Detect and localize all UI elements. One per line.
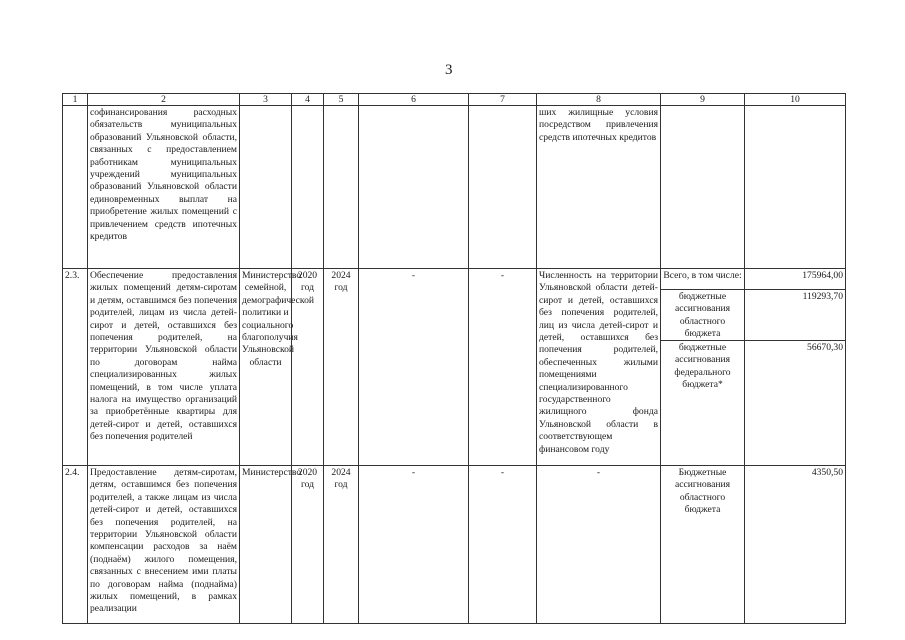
activity-description: Обеспечение предоставления жилых помещений детям-сиротам и детям, оставшимся без попечения родителей, лицам из числа детей-сирот и детей, оставшихся без попечения родителей, на территории Ульяновской области по договорам найма специализированных жилых помещений, в том числе уплата налога на имущество организаций за приобретённые квартиры для детей-сирот и детей, оставшихся без попечения родителей	[88, 269, 240, 466]
header-cell: 9	[661, 94, 745, 106]
indicator-description: -	[537, 466, 661, 624]
header-cell: 1	[63, 94, 88, 106]
end-year: 2024 год	[324, 269, 359, 466]
funding-source-total: Всего, в том числе:	[663, 270, 742, 281]
header-row	[63, 94, 846, 106]
funding-sources: Бюджетные ассигнования областного бюджета	[661, 466, 745, 624]
row-number: 2.3.	[63, 269, 88, 466]
amount-federal: 56670,30	[745, 340, 845, 355]
executor: Министерство	[240, 466, 292, 624]
funding-source-regional: бюджетные ассигнования областного бюджета	[661, 289, 744, 340]
header-cell: 10	[745, 94, 846, 106]
funding-amounts	[745, 269, 846, 466]
table-row	[63, 106, 846, 269]
amount-total: 175964,00	[802, 270, 843, 281]
start-year: 2020 год	[292, 269, 324, 466]
header-cell: 4	[292, 94, 324, 106]
col7-value: -	[469, 269, 537, 466]
indicator-description: Численность на территории Ульяновской области детей-сирот и детей, оставшихся без попечения родителей, лиц из числа детей-сирот и детей, оставшихся без попечения родителей, обеспеченных жилыми помещениями специализированного государственного жилищного фонда Ульяновской области в соответствующем финансовом году	[537, 269, 661, 466]
executor: Министерство семейной, демографической политики и социального благополучия Ульяновской области	[240, 269, 292, 466]
table-row	[63, 466, 846, 624]
budget-table	[62, 93, 846, 624]
indicator-description: ших жилищные условия посредством привлечения средств ипотечных кредитов	[537, 106, 661, 269]
header-cell: 3	[240, 94, 292, 106]
row-number: 2.4.	[63, 466, 88, 624]
funding-sources	[661, 269, 745, 466]
header-cell: 5	[324, 94, 359, 106]
activity-description: софинансирования расходных обязательств муниципальных образований Ульяновской области, связанных с предоставлением работникам муниципальных учреждений муниципальных образований Ульяновской области единовременных выплат на приобретение жилых помещений с привлечением средств ипотечных кредитов	[88, 106, 240, 269]
table-row	[63, 269, 846, 466]
header-cell: 2	[88, 94, 240, 106]
activity-description: Предоставление детям-сиротам, детям, оставшимся без попечения родителей, а также лицам из числа детей-сирот и детей, оставшихся без попечения родителей, на территории Ульяновской области компенсации расходов за наём (поднаём) жилого помещения, связанных с внесением ими платы по договорам найма (поднайма) жилых помещений, в рамках реализации	[88, 466, 240, 624]
end-year: 2024 год	[324, 466, 359, 624]
start-year: 2020 год	[292, 466, 324, 624]
header-cell: 7	[469, 94, 537, 106]
amount-regional: 119293,70	[745, 289, 845, 340]
col6-value: -	[359, 269, 469, 466]
funding-source-federal: бюджетные ассигнования федерального бюджета*	[661, 340, 744, 393]
header-cell: 8	[537, 94, 661, 106]
funding-amounts: 4350,50	[745, 466, 846, 624]
col6-value: -	[359, 466, 469, 624]
header-cell: 6	[359, 94, 469, 106]
page-number: 3	[445, 62, 453, 78]
col7-value: -	[469, 466, 537, 624]
